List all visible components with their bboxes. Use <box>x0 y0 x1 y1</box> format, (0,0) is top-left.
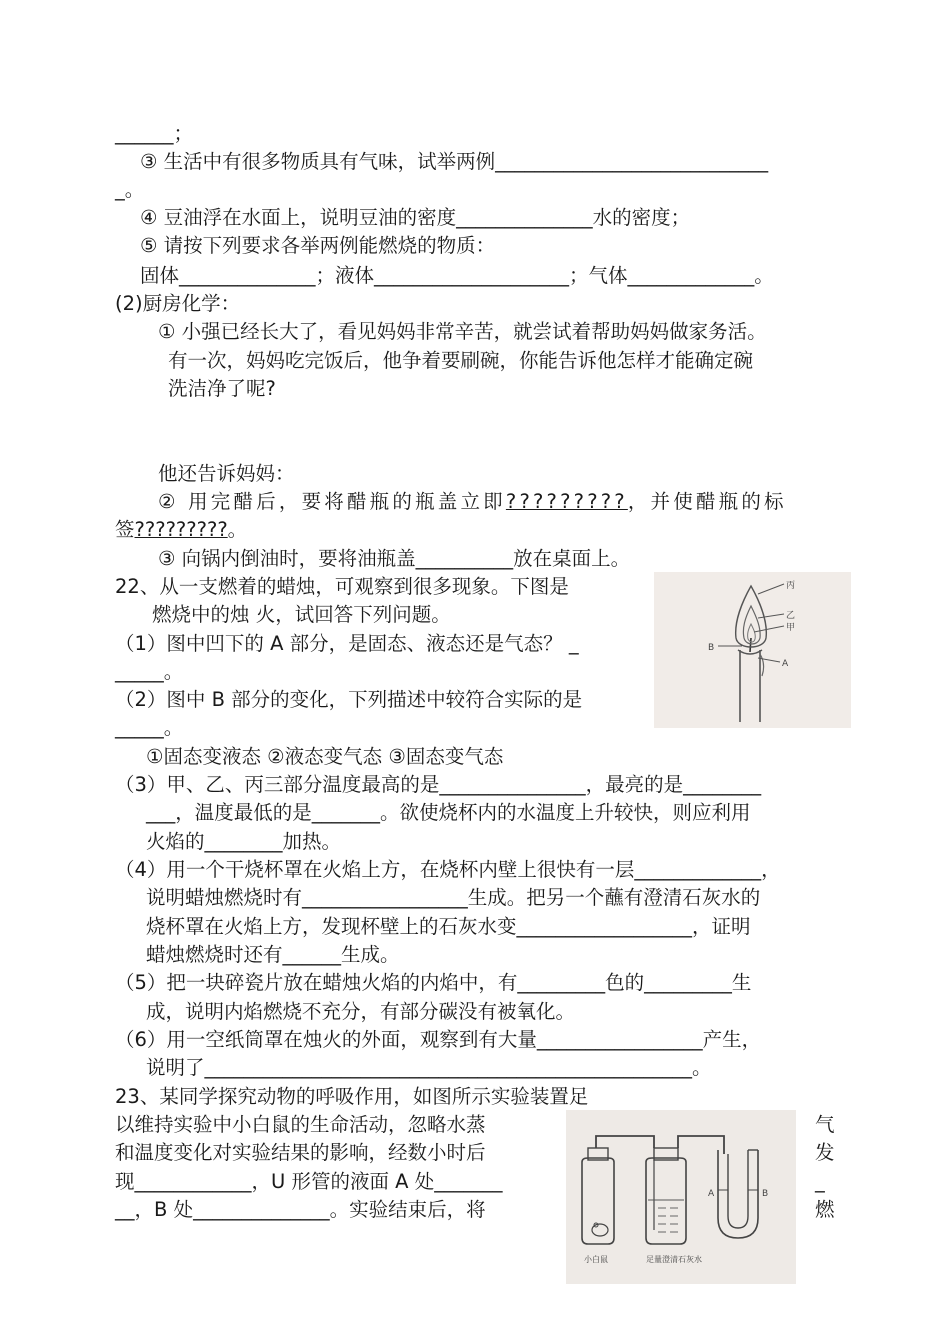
text-line: 说明了__________________________________________________。 <box>146 1056 712 1079</box>
text-line: 说明蜡烛燃烧时有_________________生成。把另一个蘸有澄清石灰水的 <box>146 886 761 909</box>
text-line: 有一次，妈妈吃完饭后，他争着要刷碗，你能告诉他怎样才能确定碗 <box>168 349 754 372</box>
kitchen-question-2 <box>158 488 787 516</box>
q22-part-2: （2）图中 B 部分的变化，下列描述中较符合实际的是 <box>115 688 583 711</box>
label-bing: 丙 <box>786 581 796 591</box>
q22-part-1: （1）图中凹下的 A 部分，是固态、液态还是气态？ _ <box>115 632 579 655</box>
text-line: ______； <box>115 122 194 145</box>
label-jia: 甲 <box>786 623 796 633</box>
text-segment: ② 用完醋后，要将醋瓶的瓶盖立即 <box>158 490 506 513</box>
question-23-title: 23、某同学探究动物的呼吸作用，如图所示实验装置足 <box>115 1085 589 1108</box>
respiration-apparatus-diagram <box>566 1110 796 1284</box>
text-line <box>115 516 247 544</box>
wrapped-char: 发 <box>815 1141 835 1164</box>
text-line: 火焰的________加热。 <box>146 830 342 853</box>
label-a: A <box>782 659 789 669</box>
question-4-density: ④ 豆油浮在水面上，说明豆油的密度______________水的密度； <box>140 206 691 229</box>
text-line: 烧杯罩在火焰上方，发现杯壁上的石灰水变__________________，证明 <box>146 915 751 938</box>
question-3-smell: ③ 生活中有很多物质具有气味，试举两例____________________________ <box>140 150 769 173</box>
underlined-blank: ????????? <box>134 518 228 541</box>
text-line: 燃烧中的烛 火，试回答下列问题。 <box>152 603 451 626</box>
wrapped-char: 气 <box>815 1113 835 1136</box>
label-yi: 乙 <box>786 611 796 621</box>
text-line: 和温度变化对实验结果的影响，经数小时后 <box>115 1141 486 1164</box>
question-5-burnable: ⑤ 请按下列要求各举两例能燃烧的物质： <box>140 234 496 257</box>
label-b: B <box>708 643 715 653</box>
text-line: 现____________，U 形管的液面 A 处_______ <box>115 1170 503 1193</box>
respiration-apparatus-figure <box>566 1110 796 1284</box>
text-line: 蜡烛燃烧时还有______生成。 <box>146 943 400 966</box>
q22-part-4: （4）用一个干烧杯罩在火焰上方，在烧杯内壁上很快有一层_____________， <box>115 858 781 881</box>
kitchen-question-3: ③ 向锅内倒油时，要将油瓶盖__________放在桌面上。 <box>158 547 631 570</box>
wick <box>750 638 751 652</box>
text-segment: ，并使醋瓶的标 <box>627 490 787 513</box>
text-line: 成，说明内焰燃烧不充分，有部分碳没有被氧化。 <box>146 1000 576 1023</box>
text-line: _。 <box>115 178 145 201</box>
text-line: 以维持实验中小白鼠的生命活动，忽略水蒸 <box>115 1113 486 1136</box>
text-line: __，B 处______________。实验结束后，将 <box>115 1198 486 1221</box>
q22-part-6: （6）用一空纸筒罩在烛火的外面，观察到有大量_________________产生， <box>115 1028 762 1051</box>
text-line: 洗洁净了呢? <box>168 377 276 400</box>
caption-limewater: 足量澄清石灰水 <box>646 1255 702 1264</box>
text-line: _____。 <box>115 660 184 683</box>
burnable-answers: 固体______________；液体____________________；气体_____________。 <box>140 264 774 287</box>
underlined-blank: ????????? <box>505 490 628 513</box>
label-b: B <box>762 1189 769 1199</box>
text-line: _____。 <box>115 716 184 739</box>
label-a: A <box>708 1189 715 1199</box>
q22-part-5: （5）把一块碎瓷片放在蜡烛火焰的内焰中，有_________色的_________生 <box>115 971 752 994</box>
text-segment: 。 <box>227 518 248 541</box>
text-line: 他还告诉妈妈： <box>158 462 295 485</box>
text-segment: 签 <box>115 518 135 541</box>
section-kitchen-chemistry: (2)厨房化学： <box>115 292 241 315</box>
candle-flame-figure <box>654 572 851 728</box>
question-22-title: 22、从一支燃着的蜡烛，可观察到很多现象。下图是 <box>115 575 569 598</box>
wrapped-char: _ <box>815 1170 825 1193</box>
text-line: ___，温度最低的是_______。欲使烧杯内的水温度上升较快，则应利用 <box>146 801 751 824</box>
caption-mouse: 小白鼠 <box>584 1255 608 1264</box>
wrapped-char: 燃 <box>815 1198 835 1221</box>
q22-part-3: （3）甲、乙、丙三部分温度最高的是_______________，最亮的是________ <box>115 773 762 796</box>
candle-flame-diagram <box>654 572 851 728</box>
kitchen-question-1: ① 小强已经长大了，看见妈妈非常辛苦，就尝试着帮助妈妈做家务活。 <box>158 320 767 343</box>
q22-options: ①固态变液态 ②液态变气态 ③固态变气态 <box>146 745 504 768</box>
